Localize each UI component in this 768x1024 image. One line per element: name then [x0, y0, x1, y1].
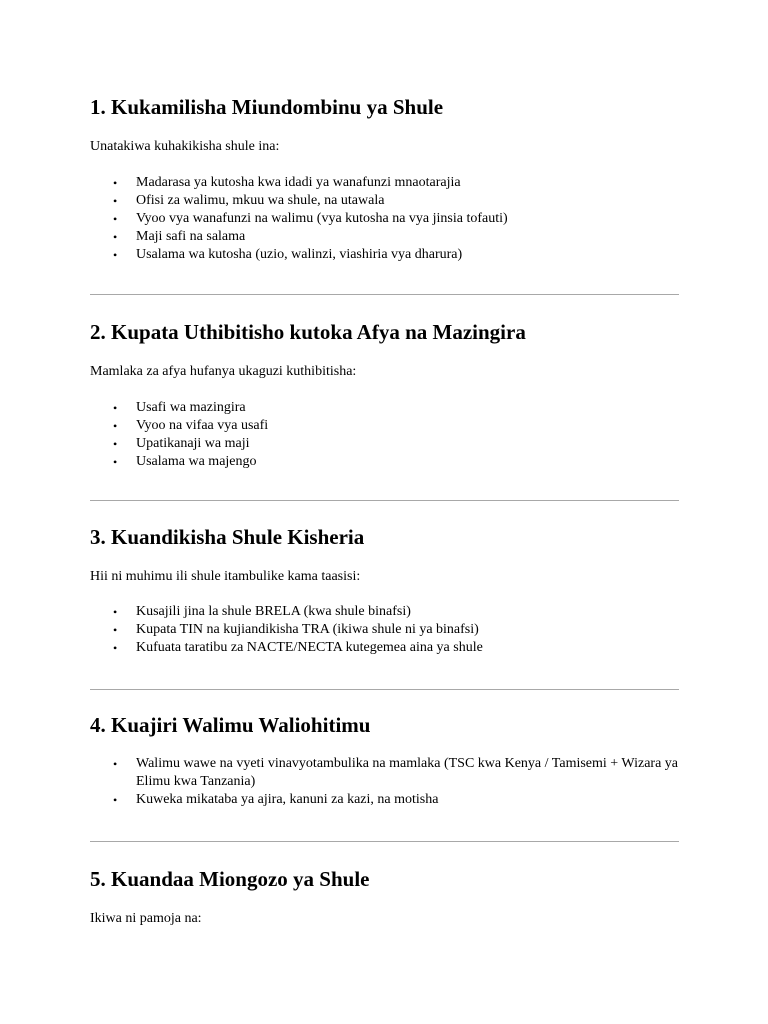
section-4-heading: 4. Kuajiri Walimu Waliohitimu: [90, 713, 371, 737]
list-item: • Vyoo na vifaa vya usafi: [113, 418, 269, 433]
section-3-intro: Hii ni muhimu ili shule itambulike kama taasisi:: [90, 569, 361, 584]
list-item: • Walimu wawe na vyeti vinavyotambulika na mamlaka (TSC kwa Kenya / Tamisemi + Wizara ya Elimu kwa Tanzania): [113, 756, 678, 789]
list-item: • Vyoo vya wanafunzi na walimu (vya kutosha na vya jinsia tofauti): [113, 211, 508, 226]
bullet-icon: •: [113, 194, 118, 208]
bullet-icon: •: [113, 176, 118, 190]
list-item: • Upatikanaji wa maji: [113, 436, 250, 451]
section-3: [90, 524, 679, 655]
bullet-icon: •: [113, 230, 118, 244]
list-item: • Usafi wa mazingira: [113, 400, 246, 415]
bullet-icon: •: [113, 437, 118, 451]
bullet-icon: •: [113, 605, 118, 619]
section-5-intro: Ikiwa ni pamoja na:: [90, 911, 202, 926]
section-5-heading: 5. Kuandaa Miongozo ya Shule: [90, 867, 370, 891]
section-divider: [90, 500, 679, 501]
list-item: • Usalama wa kutosha (uzio, walinzi, viashiria vya dharura): [113, 247, 463, 262]
section-1-intro: Unatakiwa kuhakikisha shule ina:: [90, 139, 280, 154]
section-1: [90, 94, 679, 262]
bullet-icon: •: [113, 419, 118, 433]
list-item: • Kusajili jina la shule BRELA (kwa shule binafsi): [113, 604, 411, 619]
list-item: • Kupata TIN na kujiandikisha TRA (ikiwa shule ni ya binafsi): [113, 622, 479, 637]
bullet-icon: •: [113, 623, 118, 637]
bullet-icon: •: [113, 212, 118, 226]
section-2-heading: 2. Kupata Uthibitisho kutoka Afya na Mazingira: [90, 320, 526, 344]
list-item: • Madarasa ya kutosha kwa idadi ya wanafunzi mnaotarajia: [113, 175, 461, 190]
section-2-list: [90, 399, 679, 471]
section-1-list: [90, 174, 679, 264]
list-item: • Usalama wa majengo: [113, 454, 257, 469]
section-5: [90, 866, 679, 926]
section-2-intro: Mamlaka za afya hufanya ukaguzi kuthibitisha:: [90, 364, 357, 379]
list-item: • Kuweka mikataba ya ajira, kanuni za kazi, na motisha: [113, 792, 439, 807]
section-4-list: [90, 755, 679, 809]
section-divider: [90, 689, 679, 690]
section-3-heading: 3. Kuandikisha Shule Kisheria: [90, 525, 365, 549]
list-item: • Ofisi za walimu, mkuu wa shule, na utawala: [113, 193, 385, 208]
section-divider: [90, 294, 679, 295]
section-3-list: [90, 603, 679, 657]
section-divider: [90, 841, 679, 842]
section-1-heading: 1. Kukamilisha Miundombinu ya Shule: [90, 95, 444, 119]
bullet-icon: •: [113, 401, 118, 415]
list-item: • Maji safi na salama: [113, 229, 246, 244]
section-2: [90, 319, 679, 469]
bullet-icon: •: [113, 793, 118, 807]
bullet-icon: •: [113, 248, 118, 262]
bullet-icon: •: [113, 455, 118, 469]
bullet-icon: •: [113, 757, 118, 771]
section-4: [90, 712, 679, 807]
list-item: • Kufuata taratibu za NACTE/NECTA kutegemea aina ya shule: [113, 640, 483, 655]
bullet-icon: •: [113, 641, 118, 655]
